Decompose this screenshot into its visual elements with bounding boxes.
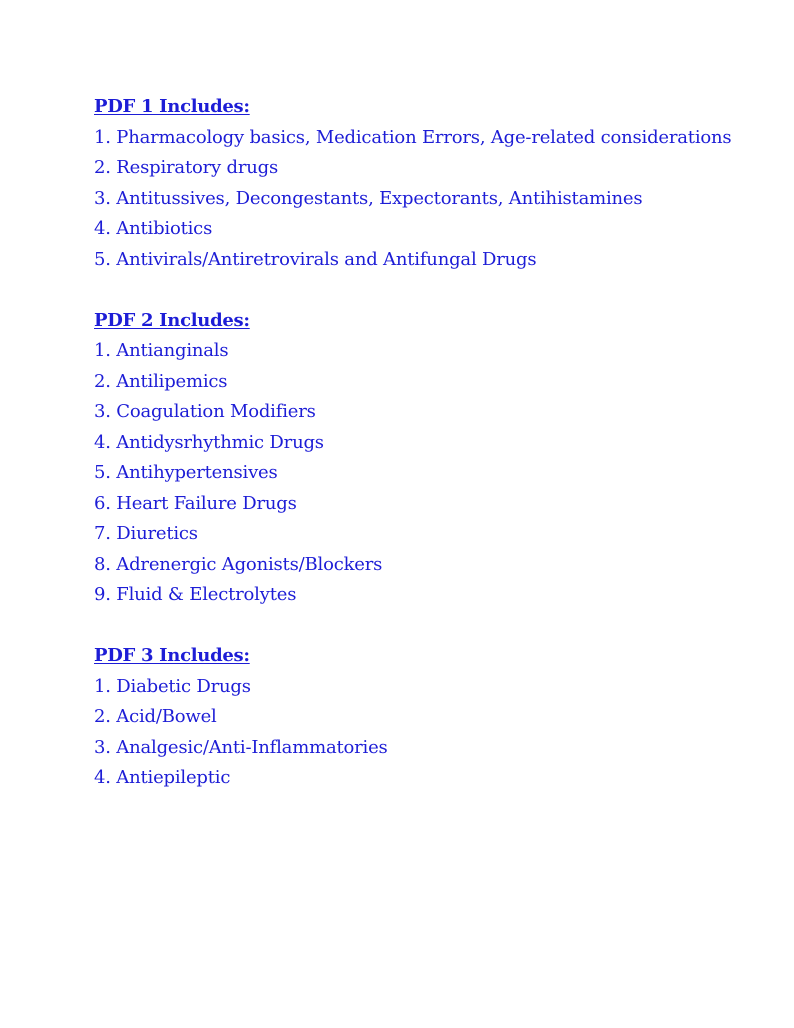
list-item: 2. Acid/Bowel (94, 706, 217, 727)
list-item: 3. Analgesic/Anti-Inflammatories (94, 736, 388, 758)
list-item: 9. Fluid & Electrolytes (94, 584, 297, 605)
list-item: 5. Antihypertensives (94, 462, 278, 483)
pdf-3-section (94, 641, 774, 794)
list-item: 1. Diabetic Drugs (94, 675, 251, 697)
list-item: 1. Antianginals (94, 340, 229, 361)
list-item: 8. Adrenergic Agonists/Blockers (94, 553, 383, 575)
list-item: 4. Antibiotics (94, 218, 213, 239)
list-item: 6. Heart Failure Drugs (94, 492, 297, 514)
pdf-1-section (94, 92, 774, 275)
list-item: 1. Pharmacology basics, Medication Errors, Age-related considerations (94, 126, 732, 148)
list-item: 2. Respiratory drugs (94, 157, 278, 178)
item-list (94, 672, 774, 794)
section-heading: PDF 2 Includes: (94, 309, 250, 331)
pdf-2-section (94, 306, 774, 611)
list-item: 2. Antilipemics (94, 370, 228, 392)
section-heading: PDF 1 Includes: (94, 96, 250, 117)
section-heading: PDF 3 Includes: (94, 645, 250, 666)
list-item: 3. Antitussives, Decongestants, Expectorants, Antihistamines (94, 187, 643, 209)
document-page (94, 92, 774, 824)
item-list (94, 123, 774, 276)
list-item: 5. Antivirals/Antiretrovirals and Antifungal Drugs (94, 248, 537, 270)
list-item: 7. Diuretics (94, 523, 198, 544)
list-item: 4. Antidysrhythmic Drugs (94, 431, 324, 453)
item-list (94, 336, 774, 611)
list-item: 4. Antiepileptic (94, 767, 231, 788)
list-item: 3. Coagulation Modifiers (94, 401, 316, 422)
